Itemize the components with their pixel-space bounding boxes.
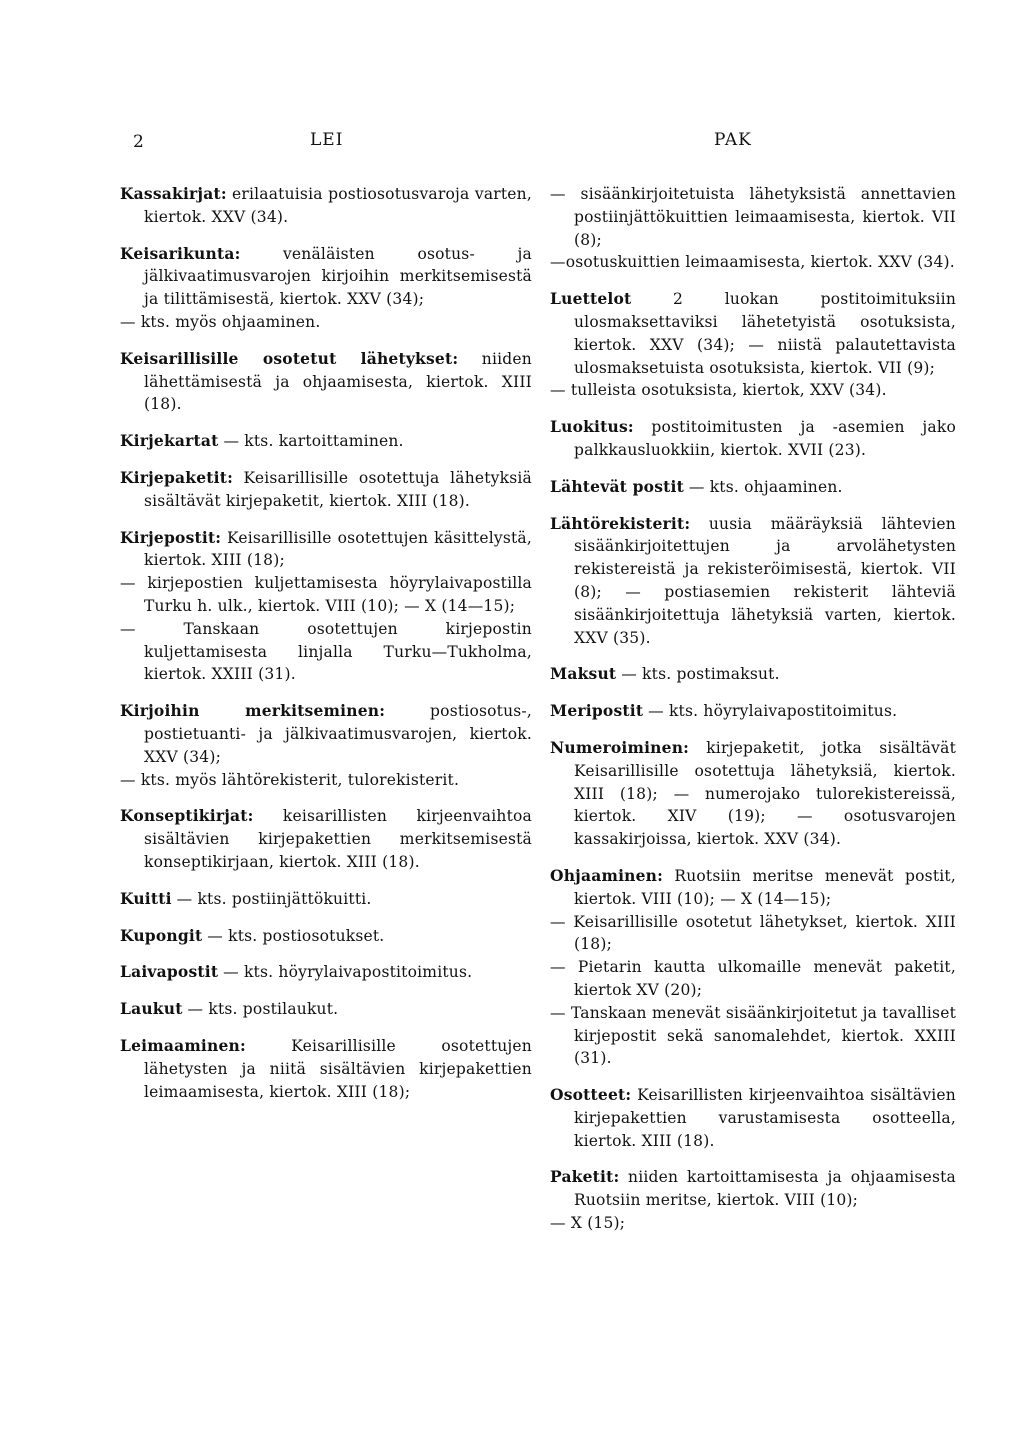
entry-headword: Keisarikunta: — [120, 243, 241, 263]
entry-headword: Keisarillisille osotetut lähetykset: — [120, 348, 459, 368]
page-number: 2 — [133, 132, 145, 152]
entry-headword: Kuitti — [120, 888, 172, 908]
index-entry — [120, 243, 532, 334]
running-head-left: LEI — [310, 130, 344, 150]
entry-headword: Kupongit — [120, 925, 203, 945]
index-entry — [120, 430, 532, 453]
entry-headword: Konseptikirjat: — [120, 806, 254, 826]
entry-headword: Paketit: — [550, 1167, 620, 1187]
index-entry — [120, 527, 532, 687]
index-entry — [120, 183, 532, 229]
entry-headword: Kirjekartat — [120, 431, 219, 451]
entry-headword: Ohjaaminen: — [550, 865, 664, 885]
index-entry — [120, 348, 532, 416]
entry-text: Keisarillisille osotettuja lähetyksiä sisältävät kirjepaketit, kiertok. XIII (18). — [144, 468, 532, 510]
index-entry — [120, 1035, 532, 1103]
entry-subentry: — X (15); — [550, 1214, 626, 1233]
entry-subentry: — kts. myös ohjaaminen. — [120, 312, 321, 331]
index-entry — [550, 737, 956, 851]
entry-headword: Luettelot — [550, 289, 632, 309]
entry-headword: Osotteet: — [550, 1085, 632, 1105]
entry-headword: Laukut — [120, 999, 183, 1019]
entry-text: kirjepaketit, jotka sisältävät Keisarillisille osotettuja lähetyksiä, kiertok. XIII (18); — numerojako tulorekistereissä, kiertok. XIV (19); — osotusvarojen kassakirjoissa, kiertok. XXV (34). — [574, 738, 956, 849]
entry-subentry: — Keisarillisille osotetut lähetykset, kiertok. XIII (18); — [550, 912, 956, 954]
entry-text: Keisarillisten kirjeenvaihtoa sisältävien kirjepakettien varustamisesta osotteella, kiertok. XIII (18). — [574, 1086, 956, 1150]
entry-text: — kts. ohjaaminen. — [688, 477, 843, 496]
entry-text: Keisarillisille osotettujen lähetysten ja niitä sisältävien kirjepakettien leimaamisesta, kiertok. XIII (18); — [144, 1036, 532, 1101]
index-entry — [550, 663, 956, 686]
entry-text: postitoimitusten ja -asemien jako palkkausluokkiin, kiertok. XVII (23). — [574, 418, 956, 459]
entry-text: — kts. postiinjättökuitti. — [176, 889, 372, 908]
index-entry — [550, 700, 956, 723]
entry-headword: Luokitus: — [550, 417, 634, 437]
index-entry — [550, 513, 956, 650]
entry-text: Keisarillisille osotettujen käsittelystä, kiertok. XIII (18); — [144, 528, 532, 570]
entry-headword: Kirjoihin merkitseminen: — [120, 701, 386, 721]
index-entry — [120, 805, 532, 873]
running-header — [0, 130, 1024, 160]
index-entry — [550, 183, 956, 274]
entry-text: uusia määräyksiä lähtevien sisäänkirjoitettujen ja arvolähetysten rekistereistä ja rekisteröimisestä, kiertok. VII (8); — postiasemien rekisterit lähteviä sisäänkirjoitettuja lähetyksiä varten, kiertok. XXV (35). — [574, 514, 956, 647]
entry-text: keisarillisten kirjeenvaihtoa sisältävien kirjepakettien merkitsemisestä konseptikirjaan, kiertok. XIII (18). — [144, 807, 532, 871]
entry-headword: Kirjepostit: — [120, 527, 222, 547]
entry-headword: Leimaaminen: — [120, 1035, 246, 1055]
entry-text: 2 luokan postitoimituksiin ulosmaksettaviksi lähetetyistä osotuksista, kiertok. XXV (34); — niistä palautettavista ulosmaksetuista osotuksista, kiertok. VII (9); — [574, 290, 956, 377]
entry-subentry: — tulleista osotuksista, kiertok, XXV (34). — [550, 381, 887, 400]
running-head-right: PAK — [714, 130, 752, 150]
entry-subentry: — kts. myös lähtörekisterit, tulorekisterit. — [120, 770, 460, 789]
entry-headword: Maksut — [550, 664, 617, 684]
entry-subentry: — Tanskaan menevät sisäänkirjoitetut ja tavalliset kirjepostit sekä sanomalehdet, kiertok. XXIII (31). — [550, 1003, 956, 1068]
entry-text: — kts. höyrylaivapostitoimitus. — [648, 702, 898, 721]
index-entry — [120, 467, 532, 513]
entry-headword: Kirjepaketit: — [120, 467, 234, 487]
entry-subentry: — kirjepostien kuljettamisesta höyrylaivapostilla Turku h. ulk., kiertok. VIII (10); — X (14—15); — [120, 574, 532, 615]
entry-subentry: — Pietarin kautta ulkomaille menevät paketit, kiertok XV (20); — [550, 958, 956, 999]
index-entry — [120, 700, 532, 791]
index-entry — [550, 865, 956, 1070]
entry-text: — kts. postimaksut. — [621, 665, 780, 684]
entry-text: — kts. postilaukut. — [187, 1000, 339, 1019]
entry-headword: Kassakirjat: — [120, 184, 227, 203]
index-entry — [550, 476, 956, 499]
entry-text: Ruotsiin meritse menevät postit, kiertok. VIII (10); — X (14—15); — [574, 866, 956, 908]
entry-headword: Numeroiminen: — [550, 737, 690, 757]
index-entry — [550, 288, 956, 402]
index-entry — [120, 961, 532, 984]
entry-text: — kts. höyrylaivapostitoimitus. — [223, 963, 473, 982]
entry-text: postiosotus-, postietuanti- ja jälkivaatimusvarojen, kiertok. XXV (34); — [144, 702, 532, 766]
entry-headword: Lähtörekisterit: — [550, 513, 691, 533]
index-entry — [550, 1084, 956, 1152]
entry-headword: Laivapostit — [120, 962, 219, 982]
entry-text: erilaatuisia postiosotusvaroja varten, kiertok. XXV (34). — [144, 185, 532, 226]
entry-text: niiden lähettämisestä ja ohjaamisesta, kiertok. XIII (18). — [144, 349, 532, 414]
entry-headword: Lähtevät postit — [550, 476, 684, 496]
left-column — [120, 183, 532, 1103]
index-entry — [120, 925, 532, 948]
entry-subentry: —osotuskuittien leimaamisesta, kiertok. XXV (34). — [550, 253, 955, 272]
entry-text: — sisäänkirjoitetuista lähetyksistä annettavien postiinjättökuittien leimaamisesta, kiertok. VII (8); — [550, 185, 956, 249]
index-entry — [550, 416, 956, 462]
right-column — [550, 183, 956, 1235]
index-entry — [550, 1166, 956, 1234]
index-entry — [120, 888, 532, 911]
index-entry — [120, 998, 532, 1021]
entry-text: niiden kartoittamisesta ja ohjaamisesta Ruotsiin meritse, kiertok. VIII (10); — [574, 1168, 956, 1210]
entry-headword: Meripostit — [550, 701, 644, 721]
entry-text: — kts. postiosotukset. — [207, 926, 385, 945]
entry-text: — kts. kartoittaminen. — [223, 432, 404, 451]
entry-text: venäläisten osotus- ja jälkivaatimusvarojen kirjoihin merkitsemisestä ja tilittämisestä, kiertok. XXV (34); — [144, 244, 532, 309]
entry-subentry: — Tanskaan osotettujen kirjepostin kuljettamisesta linjalla Turku—Tukholma, kiertok. XXIII (31). — [120, 619, 532, 684]
